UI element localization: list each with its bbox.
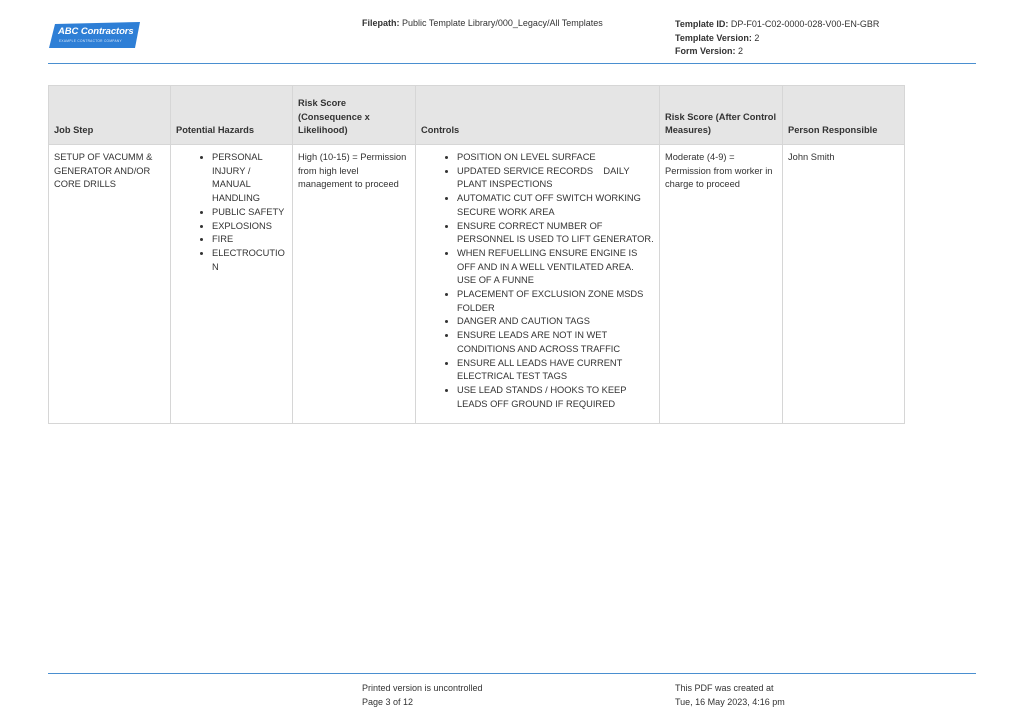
list-item: • EXPLOSIONS <box>212 220 287 234</box>
list-item: • PLACEMENT OF EXCLUSION ZONE MSDS FOLDER <box>457 288 654 315</box>
page-header <box>0 0 1024 64</box>
template-version <box>675 32 879 46</box>
template-id-value: DP-F01-C02-0000-028-V00-EN-GBR <box>730 19 880 29</box>
footer-divider <box>48 673 976 674</box>
list-item: • DANGER AND CAUTION TAGS <box>457 315 654 329</box>
filepath <box>362 18 603 28</box>
cell-risk-score-after: Moderate (4-9) = Permission from worker in charge to proceed <box>660 145 783 424</box>
form-version <box>675 45 879 59</box>
template-version-value: 2 <box>754 32 760 43</box>
risk-assessment-table <box>48 85 905 424</box>
list-item: • FIRE <box>212 233 287 247</box>
logo-name: ABC Contractors <box>58 26 134 37</box>
form-version-label: Form Version: <box>675 46 736 56</box>
cell-potential-hazards <box>171 145 293 424</box>
list-item: • PERSONAL INJURY / MANUAL HANDLING <box>212 151 287 206</box>
filepath-value: Public Template Library/000_Legacy/All Templates <box>402 18 603 28</box>
list-item: • ELECTROCUTIO N <box>212 247 287 274</box>
template-id <box>675 18 879 32</box>
page-number: Page 3 of 12 <box>362 696 414 707</box>
hazards-list <box>176 151 287 274</box>
template-id-label: Template ID: <box>675 19 729 29</box>
cell-risk-score: High (10-15) = Permission from high level management to proceed <box>293 145 416 424</box>
header-person-responsible: Person Responsible <box>783 86 905 145</box>
list-item: • WHEN REFUELLING ENSURE ENGINE IS OFF AND IN A WELL VENTILATED AREA. USE OF A FUNNE <box>457 247 654 288</box>
created-timestamp: Tue, 16 May 2023, 4:16 pm <box>675 696 785 707</box>
cell-person-responsible: John Smith <box>783 145 905 424</box>
form-version-value: 2 <box>738 46 744 56</box>
cell-controls <box>416 145 660 424</box>
table-row <box>49 145 905 424</box>
header-job-step: Job Step <box>49 86 171 145</box>
template-version-label: Template Version: <box>675 32 752 43</box>
footer-left <box>362 682 483 709</box>
list-item: • AUTOMATIC CUT OFF SWITCH WORKING SECURE WORK AREA <box>457 192 654 219</box>
list-item: • USE LEAD STANDS / HOOKS TO KEEP LEADS OFF GROUND IF REQUIRED <box>457 384 654 411</box>
filepath-label: Filepath: <box>362 18 400 28</box>
list-item: • POSITION ON LEVEL SURFACE <box>457 151 654 165</box>
list-item: • ENSURE ALL LEADS HAVE CURRENT ELECTRICAL TEST TAGS <box>457 357 654 384</box>
uncontrolled-notice: Printed version is uncontrolled <box>362 683 483 693</box>
list-item: • UPDATED SERVICE RECORDS DAILY PLANT INSPECTIONS <box>457 165 654 192</box>
cell-job-step: SETUP OF VACUMM & GENERATOR AND/OR CORE DRILLS <box>49 145 171 424</box>
header-risk-score-after: Risk Score (After Control Measures) <box>660 86 783 145</box>
template-meta <box>675 18 879 59</box>
table-header-row <box>49 86 905 145</box>
header-controls: Controls <box>416 86 660 145</box>
list-item: • ENSURE CORRECT NUMBER OF PERSONNEL IS USED TO LIFT GENERATOR. <box>457 220 654 247</box>
header-risk-score: Risk Score (Consequence x Likelihood) <box>293 86 416 145</box>
logo-tagline: EXAMPLE CONTRACTOR COMPANY <box>59 39 122 43</box>
header-potential-hazards: Potential Hazards <box>171 86 293 145</box>
footer-right <box>675 682 785 709</box>
list-item: • PUBLIC SAFETY <box>212 206 287 220</box>
created-label: This PDF was created at <box>675 683 774 693</box>
header-divider <box>48 63 976 64</box>
company-logo <box>49 22 141 50</box>
controls-list <box>421 151 654 411</box>
list-item: • ENSURE LEADS ARE NOT IN WET CONDITIONS AND ACROSS TRAFFIC <box>457 329 654 356</box>
